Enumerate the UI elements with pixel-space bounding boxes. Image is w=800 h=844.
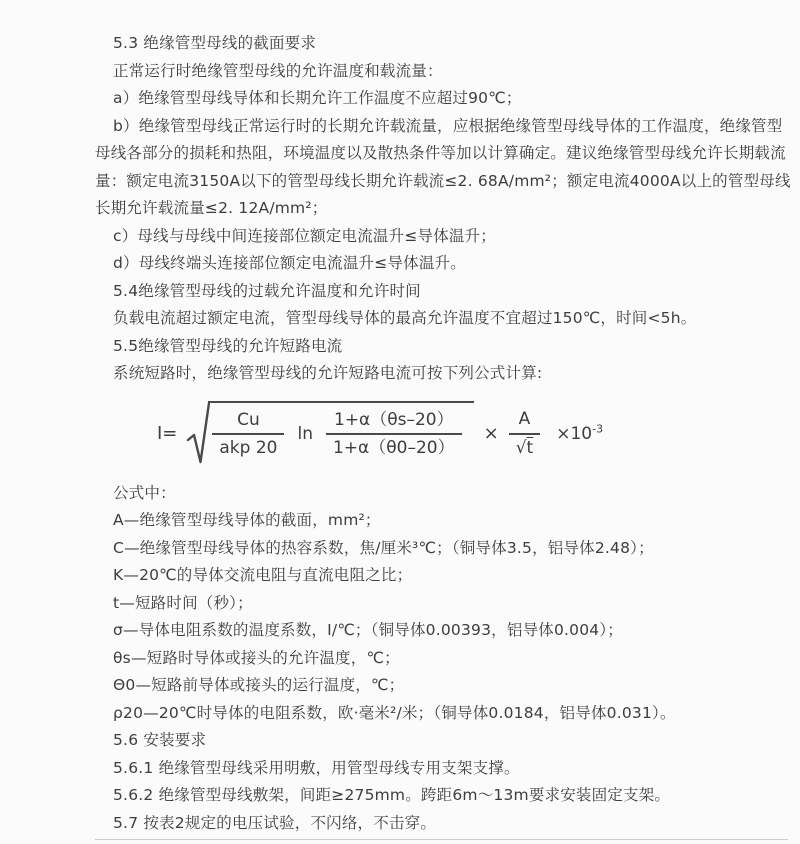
legend-K: K—20℃的导体交流电阻与直流电阻之比； [113, 566, 413, 584]
fraction1-denominator: akp 20 [212, 433, 284, 459]
short-circuit-current-formula [157, 398, 792, 470]
fraction2-denominator: 1+α（θ0–20） [326, 433, 462, 459]
fraction2-numerator: 1+α（θs–20） [333, 410, 454, 430]
formula-lhs: I= [157, 423, 178, 444]
para-formula-legend-label: 公式中： [113, 483, 176, 502]
fraction1-numerator: Cu [237, 410, 260, 430]
item-b: b）绝缘管型母线正常运行时的长期允许载流量，应根据绝缘管型母线导体的工作温度，绝缘管型母线各部分的损耗和热阻，环境温度以及散热条件等加以计算确定。建议绝缘管型母线允许长期载流量：额定电流3150A以下的管型母线长期允许载流≤2. 68A/mm²；额定电流4000A以上的管型母线长期允许载流量≤2. 12A/mm²； [95, 116, 791, 217]
heading-5-4: 5.4绝缘管型母线的过载允许温度和允许时间 [113, 281, 421, 300]
fraction3-denominator [509, 433, 541, 459]
times-ten: ×10 [556, 423, 593, 444]
para-5-6-1: 5.6.1 绝缘管型母线采用明敷，用管型母线专用支架支撑。 [113, 758, 520, 777]
para-normal-operation: 正常运行时绝缘管型母线的允许温度和载流量： [113, 61, 443, 80]
heading-5-6: 5.6 安装要求 [113, 731, 207, 749]
fraction3-numerator: A [518, 409, 531, 430]
radicand [208, 401, 473, 461]
legend-rho-20: ρ20—20℃时导体的电阻系数，欧·毫米²/米；（铜导体0.0184，铝导体0.031）。 [113, 703, 676, 722]
para-overload: 负载电流超过额定电流，管型母线导体的最高允许温度不宜超过150℃，时间<5h。 [113, 309, 697, 327]
para-5-7: 5.7 按表2规定的电压试验，不闪络，不击穿。 [113, 813, 437, 832]
fraction-cu-over-akp20 [212, 409, 284, 459]
legend-sigma: σ—导体电阻系数的温度系数，I/℃；（铜导体0.00393，铝导体0.004）； [113, 621, 623, 639]
heading-5-3: 5.3 绝缘管型母线的截面要求 [113, 34, 317, 52]
t-variable: t [526, 437, 534, 458]
item-c: c）母线与母线中间连接部位额定电流温升≤导体温升； [113, 226, 497, 245]
para-5-6-2: 5.6.2 绝缘管型母线敷架，间距≥275mm。跨距6m～13m要求安装固定支架。 [113, 786, 671, 804]
exponent: -3 [592, 421, 604, 435]
radical-sign-icon [186, 400, 210, 468]
fraction-temperature-ratio [326, 409, 462, 459]
item-d: d）母线终端头连接部位额定电流温升≤导体温升。 [113, 254, 466, 272]
item-a: a）绝缘管型母线导体和长期允许工作温度不应超过90℃； [113, 89, 522, 107]
legend-theta-s: θs—短路时导体或接头的允许温度，℃； [113, 648, 400, 667]
heading-5-5: 5.5绝缘管型母线的允许短路电流 [113, 336, 343, 355]
legend-theta-0: Θ0—短路前导体或接头的运行温度，℃； [113, 676, 405, 694]
ln-operator: ln [297, 424, 313, 445]
power-of-ten-term [556, 421, 604, 444]
legend-C: C—绝缘管型母线导体的热容系数，焦/厘米³℃；（铜导体3.5，铝导体2.48）； [113, 538, 654, 557]
multiply-sign: × [483, 423, 499, 444]
square-root-expression [186, 399, 473, 468]
fraction-a-over-sqrt-t [509, 408, 541, 458]
legend-t: t—短路时间（秒）； [113, 593, 253, 612]
legend-A: A—绝缘管型母线导体的截面，mm²； [113, 511, 381, 529]
page-bottom-rule [95, 839, 788, 840]
small-radical-sign: √ [515, 437, 527, 458]
para-short-circuit-intro: 系统短路时，绝缘管型母线的允许短路电流可按下列公式计算: [113, 364, 543, 382]
